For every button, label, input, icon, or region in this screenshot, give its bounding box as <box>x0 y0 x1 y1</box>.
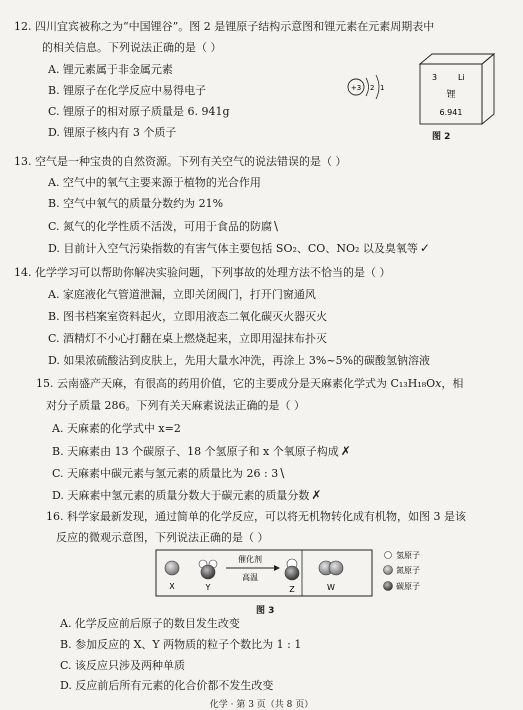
q14-option-c: C. 酒精灯不小心打翻在桌上燃烧起来，立即用湿抹布扑灭 <box>48 332 328 345</box>
condition-catalyst: 催化剂 <box>238 555 262 564</box>
q12-stem-line2: 的相关信息。下列说法正确的是（ ） <box>42 41 222 54</box>
q16-stem-line2: 反应的微观示意图，下列说法正确的是（ ） <box>56 531 269 544</box>
atom-shell1-electrons: 2 <box>370 84 375 92</box>
q12-option-b: B. 锂原子在化学反应中易得电子 <box>48 84 207 97</box>
label-y: Y <box>205 583 211 592</box>
q14-option-a: A. 家庭液化气管道泄漏，立即关闭阀门，打开门窗通风 <box>48 288 316 301</box>
atom-shell2-electrons: 1 <box>380 84 385 92</box>
q12-option-d: D. 锂原子核内有 3 个质子 <box>48 126 177 139</box>
figure3-caption: 图 3 <box>256 606 275 616</box>
q15-option-d-row <box>52 488 321 503</box>
q16-option-c: C. 该反应只涉及两种单质 <box>60 659 186 672</box>
element-symbol: Li <box>458 73 465 82</box>
q12-stem-line1: 12. 四川宜宾被称之为“中国锂谷”。图 2 是锂原子结构示意图和锂元素在元素周期表中 <box>14 20 435 33</box>
lithium-atom-diagram <box>346 70 396 110</box>
q13-option-d-row <box>48 241 430 256</box>
q15-stem-line2: 对分子质量 286。下列有关天麻素说法正确的是（ ） <box>46 399 305 412</box>
q14-option-b: B. 图书档案室资料起火，立即用液态二氧化碳灭火器灭火 <box>48 310 328 323</box>
legend-nitrogen: 氮原子 <box>396 566 420 575</box>
q16-option-b: B. 参加反应的 X、Y 两物质的粒子个数比为 1 : 1 <box>60 638 302 651</box>
q14-option-d: D. 如果浓硫酸沾到皮肤上，先用大量水冲洗，再涂上 3%~5%的碳酸氢钠溶液 <box>48 354 431 367</box>
atom-nucleus-label: +3 <box>350 84 362 92</box>
q16-option-a: A. 化学反应前后原子的数目发生改变 <box>60 617 240 630</box>
q14-stem: 14. 化学学习可以帮助你解决实验问题，下列事故的处理方法不恰当的是（ ） <box>14 266 391 279</box>
element-mass: 6.941 <box>439 108 463 117</box>
q13-option-d: D. 目前计入空气污染指数的有害气体主要包括 SO₂、CO、NO₂ 以及臭氧等 <box>48 242 418 255</box>
q12-option-c: C. 锂原子的相对原子质量是 6. 941g <box>48 105 230 118</box>
q15-mark-d: ✗ <box>311 488 322 502</box>
q13-option-c: C. 氮气的化学性质不活泼，可用于食品的防腐 <box>48 220 273 233</box>
page-footer: 化学 · 第 3 页（共 8 页） <box>209 700 314 710</box>
q13-mark-c: \ <box>274 219 279 233</box>
q13-mark-d: ✓ <box>419 241 430 255</box>
molecule-x <box>165 561 179 575</box>
q15-mark-c: \ <box>280 466 285 480</box>
q15-option-c-row <box>52 466 284 481</box>
q13-option-c-row <box>48 219 278 234</box>
element-atomic-number: 3 <box>432 73 438 82</box>
legend-hydrogen: 氢原子 <box>396 551 420 560</box>
q16-stem-line1: 16. 科学家最新发现，通过简单的化学反应，可以将无机物转化成有机物，如图 3 是该 <box>46 510 466 523</box>
reaction-diagram <box>150 546 450 600</box>
q15-option-b-row <box>52 444 351 459</box>
q15-option-a: A. 天麻素的化学式中 x=2 <box>52 422 181 435</box>
q13-stem: 13. 空气是一种宝贵的自然资源。下列有关空气的说法错误的是（ ） <box>14 155 347 168</box>
diagram-legend <box>384 550 421 591</box>
q13-option-a: A. 空气中的氧气主要来源于植物的光合作用 <box>48 176 261 189</box>
q15-option-c: C. 天麻素中碳元素与氢元素的质量比为 26 : 3 <box>52 467 279 480</box>
molecule-w <box>319 561 343 575</box>
label-x: X <box>169 582 175 591</box>
q16-option-d: D. 反应前后所有元素的化合价都不发生改变 <box>60 679 274 692</box>
lithium-element-cell <box>418 52 498 126</box>
q13-option-b: B. 空气中氧气的质量分数约为 21% <box>48 197 224 210</box>
q15-option-b: B. 天麻素由 13 个碳原子、18 个氢原子和 x 个氧原子构成 <box>52 445 339 458</box>
q15-stem-line1: 15. 云南盛产天麻，有很高的药用价值，它的主要成分是天麻素化学式为 C₁₃H₁₈O𝑥，相 <box>36 377 464 390</box>
q15-option-d: D. 天麻素中氢元素的质量分数大于碳元素的质量分数 <box>52 489 310 502</box>
label-w: W <box>327 583 335 592</box>
figure2-caption: 图 2 <box>432 132 451 142</box>
legend-carbon: 碳原子 <box>396 582 420 591</box>
element-name: 锂 <box>446 90 456 100</box>
q15-mark-b: ✗ <box>340 444 351 458</box>
label-z: Z <box>289 585 295 594</box>
condition-high-temp: 高温 <box>242 573 258 582</box>
molecule-y <box>199 560 217 579</box>
molecule-z <box>285 559 299 580</box>
q12-option-a: A. 锂元素属于非金属元素 <box>48 63 173 76</box>
